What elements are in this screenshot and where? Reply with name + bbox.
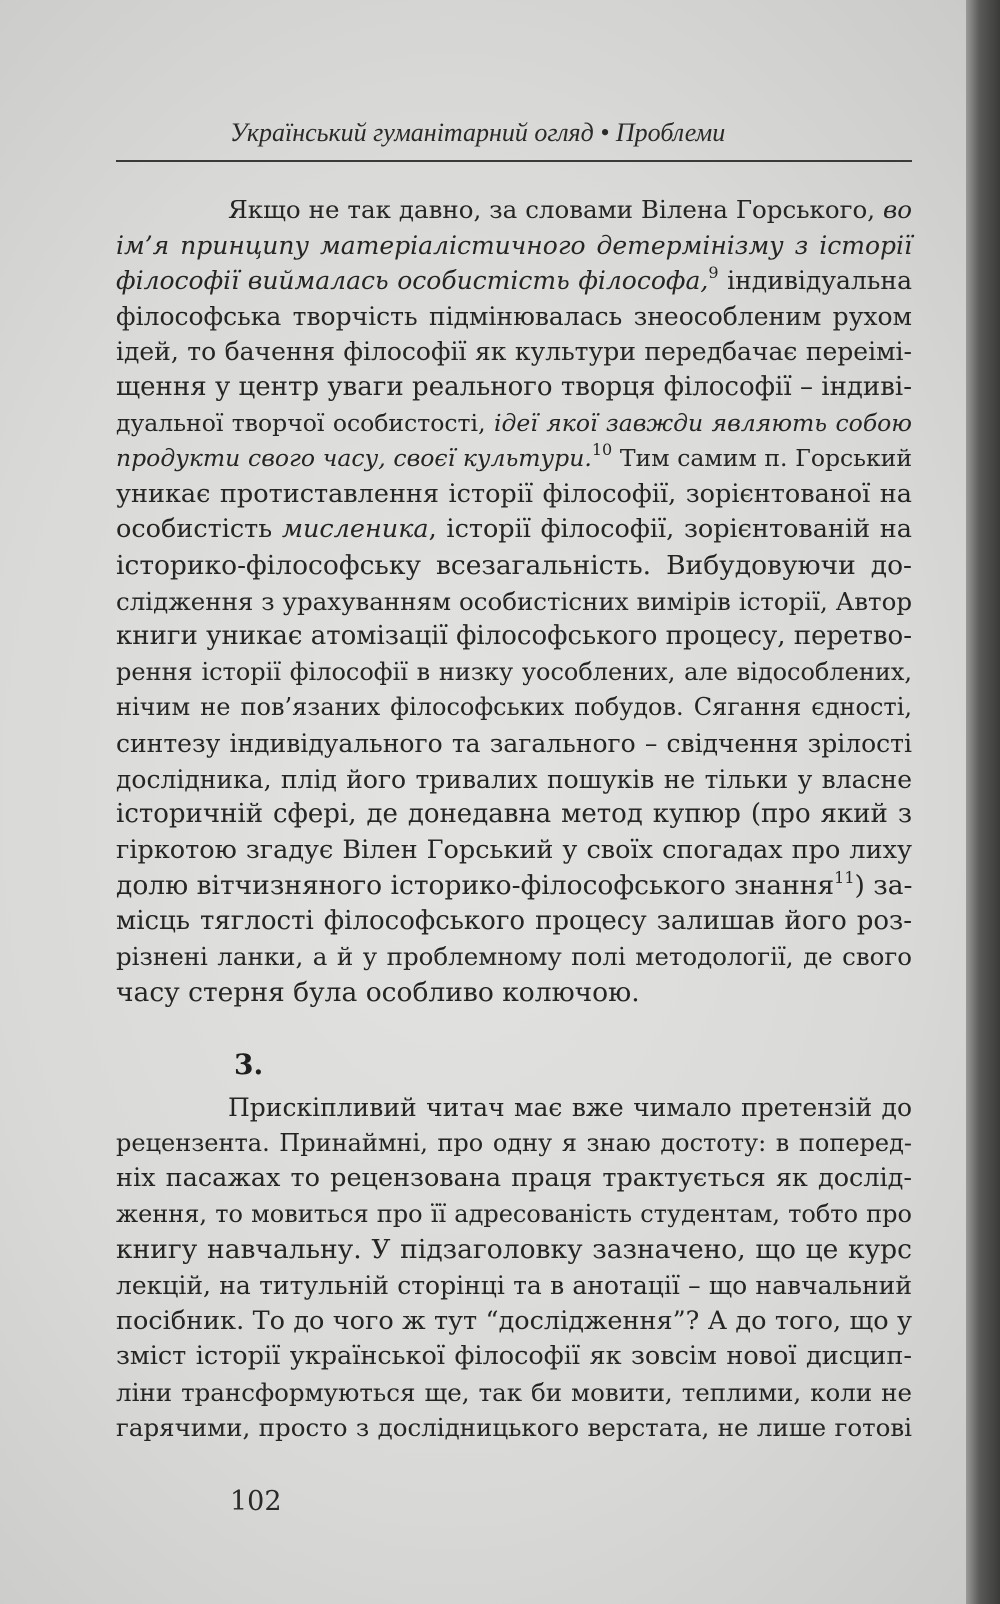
footnote-ref: 11 [834, 868, 855, 888]
text-line: рення історії філософії в низку уособлених, але відособлених, [116, 657, 912, 686]
page-number: 102 [230, 1486, 282, 1517]
text-line: місць тяглості філософського процесу залишав його роз- [116, 905, 912, 936]
text-line: ім’я принципу матеріалістичного детермінізму з історії [116, 230, 912, 260]
text-line: гіркотою згадує Вілен Горський у своїх спогадах про лиху [116, 834, 912, 865]
text-line: ліни трансформуються ще, так би мовити, теплими, коли не [116, 1377, 912, 1407]
text-line: щення у центр уваги реального творця філософії – індиві- [116, 371, 912, 402]
text-line: синтезу індивідуального та загального – свідчення зрілості [116, 728, 912, 758]
section-number: 3. [234, 1048, 264, 1081]
text-line: продукти свого часу, своєї культури.$^{10}$ Тим самим п. Горський [116, 440, 912, 473]
text-line: дослідника, плід його тривалих пошуків не тільки у власне [116, 764, 912, 794]
text-line: дуальної творчої особистості, ідеї якої завжди являють собою [116, 408, 912, 437]
paragraph-1 [116, 192, 912, 1011]
book-spine-shadow [966, 0, 1000, 1604]
text-line: книги уникає атомізації філософського процесу, перетво- [116, 621, 912, 652]
text-line: гарячими, просто з дослідницького верстата, не лише готові [116, 1413, 912, 1443]
section-title: Проблеми [615, 118, 726, 147]
text-line: філософська творчість підмінювалась знеособленим рухом [116, 301, 912, 331]
running-header [230, 118, 910, 148]
text-line: зміст історії української філософії як зовсім нової дисцип- [116, 1341, 912, 1372]
footnote-ref: 10 [591, 440, 613, 460]
header-rule [116, 160, 912, 162]
header-separator: • [593, 118, 616, 147]
text-line: ідей, то бачення філософії як культури передбачає переімі- [116, 337, 912, 367]
text-line: історичній сфері, де донедавна метод купюр (про який з [116, 799, 912, 830]
text-line: Якщо не так давно, за словами Вілена Горського, во [228, 195, 912, 224]
text-line: особистість мисленика, історії філософії, зорієнтованій на [116, 514, 912, 545]
text-line: часу стерня була особливо колючою. [116, 977, 640, 1009]
text-line: різнені ланки, а й у проблемному полі методології, де свого [116, 942, 912, 972]
text-line: посібник. То до чого ж тут “дослідження”? А до того, що у [116, 1305, 912, 1336]
text-line: лекцій, на титульній сторінці та в анотації – що навчальний [116, 1270, 912, 1300]
footnote-ref: 9 [708, 263, 719, 283]
text-line: рецензента. Принаймні, про одну я знаю достоту: в поперед- [116, 1128, 912, 1157]
text-line: нічим не пов’язаних філософських побудов. Сягання єдності, [116, 693, 912, 722]
text-line: долю вітчизняного історико-філософського знання$^{11}$) за- [116, 868, 913, 902]
text-line: історико-філософську всезагальність. Вибудовуючи до- [116, 549, 912, 581]
text-line: ження, то мовиться про її адресованість студентам, тобто про [116, 1199, 912, 1228]
text-line: уникає протиставлення історії філософії, зорієнтованої на [116, 478, 912, 509]
text-line: книгу навчальну. У підзаголовку зазначено, що це курс [116, 1234, 912, 1266]
text-line: ніх пасажах то рецензована праця трактується як дослід- [116, 1163, 912, 1194]
paragraph-2 [116, 1090, 912, 1446]
journal-title: Український гуманітарний огляд [230, 118, 594, 147]
text-line: слідження з урахуванням особистісних вимірів історії, Автор [116, 586, 912, 616]
text-line: Прискіпливий читач має вже чимало претензій до [228, 1093, 912, 1122]
text-line: філософії виймалась особистість філософа,$^9$ індивідуальна [116, 263, 912, 296]
